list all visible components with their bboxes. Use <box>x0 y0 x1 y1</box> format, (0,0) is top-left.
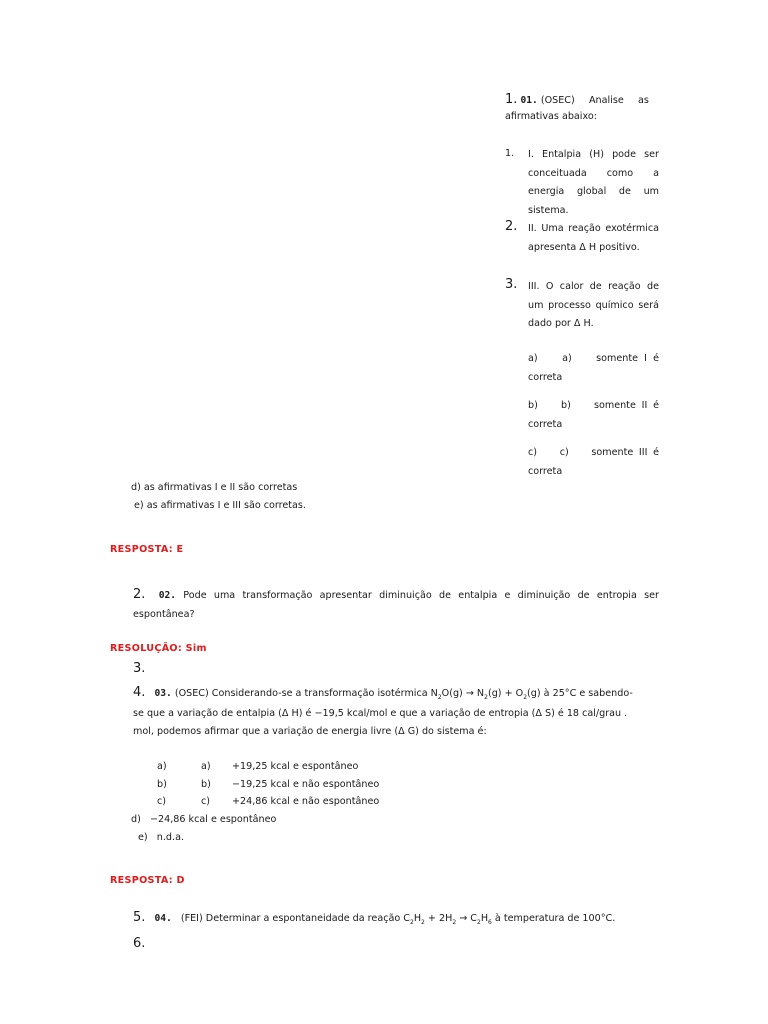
option-letter: b) <box>201 779 211 790</box>
q3-text-part: (g) + O <box>487 688 524 699</box>
q3-option-b <box>157 776 380 794</box>
q3-answer: RESPOSTA: D <box>110 875 185 886</box>
q1-option-c: c) c) somente III é correta <box>528 447 663 477</box>
q1-stmt1-marker: 1. <box>505 148 515 159</box>
option-marker: b) <box>157 779 167 790</box>
q3-number: 03. <box>154 688 172 699</box>
q1-option-b: b) b) somente II é correta <box>528 400 663 430</box>
q3-line1 <box>133 684 663 706</box>
q2-text: Pode uma transformação apresentar diminuição de entalpia e diminuição de entropia ser espontânea? <box>133 590 659 620</box>
option-marker: c) <box>157 796 167 807</box>
q1-stmt3: III. O calor de reação de um processo químico será dado por Δ H. <box>528 281 659 329</box>
q3-line3: mol, podemos afirmar que a variação de energia livre (Δ G) do sistema é: <box>133 726 487 737</box>
q2-index: 2. <box>133 587 146 602</box>
q4-text-part: + 2H <box>424 913 453 924</box>
subscript: 6 <box>488 918 492 926</box>
q3-text-part: (g) à 25°C e sabendo- <box>527 688 633 699</box>
q1-header <box>505 91 660 110</box>
q3-index: 4. <box>133 685 146 700</box>
subscript: 2 <box>409 918 414 926</box>
option-marker: a) <box>157 761 167 772</box>
q1-stmt2: II. Uma reação exotérmica apresenta Δ H positivo. <box>528 223 659 253</box>
q1-intro-cont: afirmativas abaixo: <box>505 111 597 122</box>
q2-number: 02. <box>158 590 177 601</box>
q4-text-part: → C <box>456 913 477 924</box>
empty-item-6: 6. <box>133 936 146 951</box>
subscript: 2 <box>484 693 488 701</box>
q4-index: 5. <box>133 910 146 925</box>
q1-answer: RESPOSTA: E <box>110 544 184 555</box>
q1-option-a: a) a) somente I é correta <box>528 353 663 383</box>
q1-option-e: e) as afirmativas I e III são corretas. <box>134 500 306 511</box>
empty-item-3: 3. <box>133 661 146 676</box>
q1-index: 1. <box>505 92 518 107</box>
q1-stmt3-marker: 3. <box>505 277 518 292</box>
q1-number: 01. <box>520 95 538 106</box>
option-text: −19,25 kcal e não espontâneo <box>232 779 380 790</box>
q4-text-part: à temperatura de 100°C. <box>491 913 616 924</box>
q1-stmt1: I. Entalpia (H) pode ser conceituada como a energia global de um sistema. <box>528 149 659 216</box>
option-letter: c) <box>201 796 211 807</box>
subscript: 2 <box>421 918 425 926</box>
subscript: 2 <box>452 918 457 926</box>
option-text: +19,25 kcal e espontâneo <box>232 761 359 772</box>
option-letter: a) <box>201 761 211 772</box>
q4-line <box>133 909 615 931</box>
subscript: 2 <box>523 693 528 701</box>
subscript: 2 <box>437 693 442 701</box>
subscript: 2 <box>477 918 481 926</box>
q3-option-c <box>157 793 380 811</box>
q3-line2: se que a variação de entalpia (Δ H) é −19,5 kcal/mol e que a variação de entropia (Δ S) é 18 cal/grau . <box>133 708 628 719</box>
q4-text-part: H <box>413 913 422 924</box>
q4-text-part: H <box>480 913 489 924</box>
q3-option-d: d) −24,86 kcal e espontâneo <box>131 814 277 825</box>
q3-option-e: e) n.d.a. <box>138 832 184 843</box>
q3-text-part: O(g) → N <box>441 688 485 699</box>
option-text: +24,86 kcal e não espontâneo <box>232 796 380 807</box>
q1-option-d: d) as afirmativas I e II são corretas <box>131 482 298 493</box>
q3-text-part: (OSEC) Considerando-se a transformação isotérmica N <box>174 688 438 699</box>
q3-option-a <box>157 758 359 776</box>
q2-block <box>133 586 659 624</box>
q4-number: 04. <box>154 913 172 924</box>
q1-stmt2-marker: 2. <box>505 219 518 234</box>
q4-text-part: (FEI) Determinar a espontaneidade da reação C <box>180 913 410 924</box>
q1-source: (OSEC) Analise as <box>540 95 649 106</box>
q2-answer: RESOLUÇÃO: Sim <box>110 643 207 654</box>
